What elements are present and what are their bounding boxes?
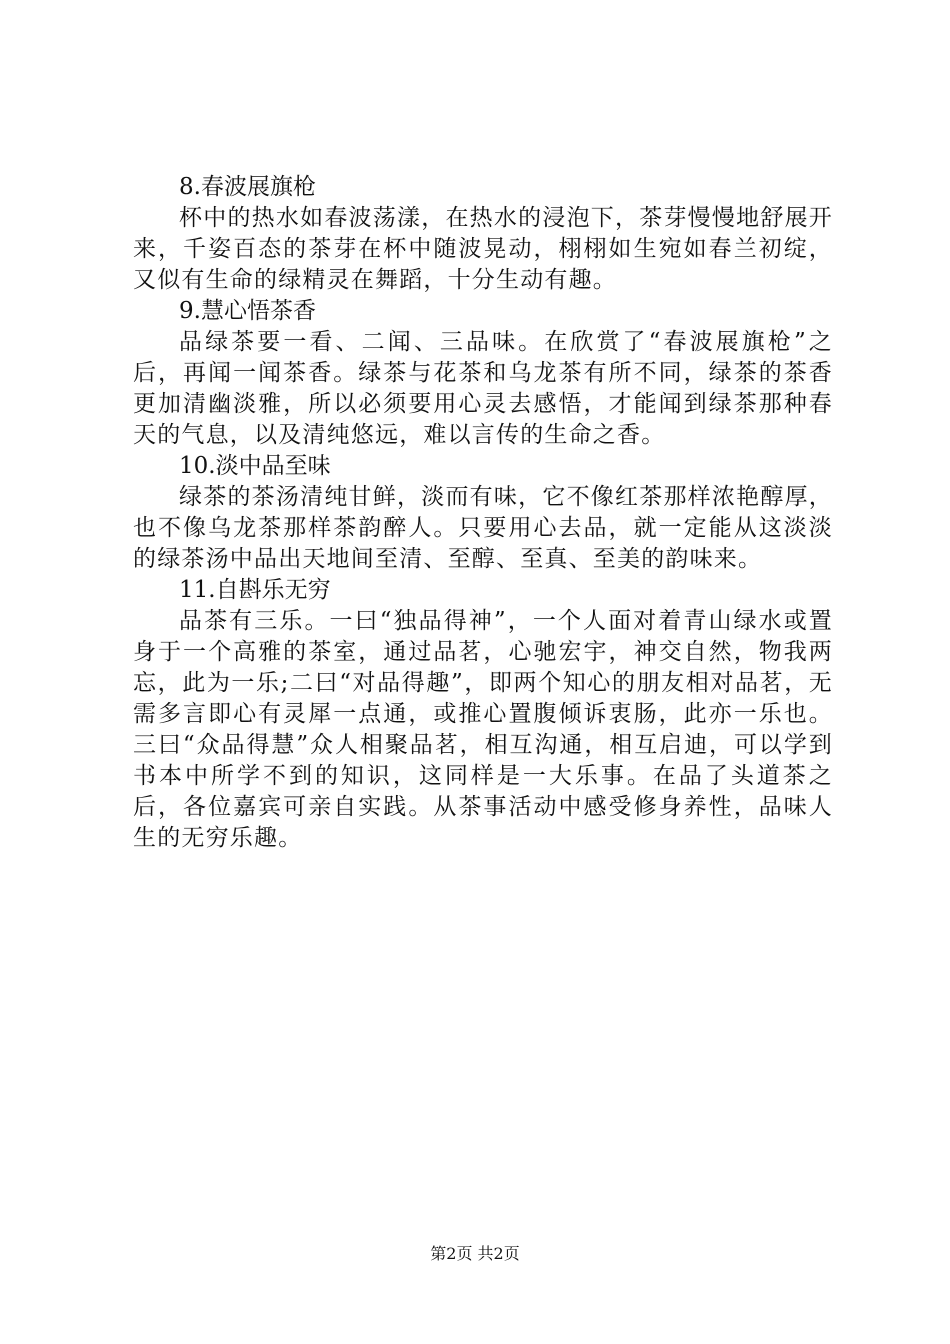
page-footer: 第2页 共2页 (430, 1244, 520, 1263)
section-heading-10: 10.淡中品至味 (179, 453, 331, 479)
document-body (133, 172, 833, 854)
section-heading-9: 9.慧心悟茶香 (179, 298, 316, 324)
section-paragraph-8: 杯中的热水如春波荡漾，在热水的浸泡下，茶芽慢慢地舒展开来，千姿百态的茶芽在杯中随波晃动，栩栩如生宛如春兰初绽，又似有生命的绿精灵在舞蹈，十分生动有趣。 (133, 205, 833, 293)
section-heading-8: 8.春波展旗枪 (179, 174, 316, 200)
section-paragraph-10: 绿茶的茶汤清纯甘鲜，淡而有味，它不像红茶那样浓艳醇厚，也不像乌龙茶那样茶韵醉人。只要用心去品，就一定能从这淡淡的绿茶汤中品出天地间至清、至醇、至真、至美的韵味来。 (133, 484, 833, 572)
section-paragraph-9: 品绿茶要一看、二闻、三品味。在欣赏了“春波展旗枪”之后，再闻一闻茶香。绿茶与花茶和乌龙茶有所不同，绿茶的茶香更加清幽淡雅，所以必须要用心灵去感悟，才能闻到绿茶那种春天的气息，以及清纯悠远，难以言传的生命之香。 (133, 329, 833, 448)
section-paragraph-11: 品茶有三乐。一曰“独品得神”，一个人面对着青山绿水或置身于一个高雅的茶室，通过品茗，心驰宏宇，神交自然，物我两忘，此为一乐;二曰“对品得趣”，即两个知心的朋友相对品茗，无需多言即心有灵犀一点通，或推心置腹倾诉衷肠，此亦一乐也。三曰“众品得慧”众人相聚品茗，相互沟通，相互启迪，可以学到书本中所学不到的知识，这同样是一大乐事。在品了头道茶之后，各位嘉宾可亲自实践。从茶事活动中感受修身养性，品味人生的无穷乐趣。 (133, 608, 833, 851)
section-heading-11: 11.自斟乐无穷 (179, 577, 331, 603)
